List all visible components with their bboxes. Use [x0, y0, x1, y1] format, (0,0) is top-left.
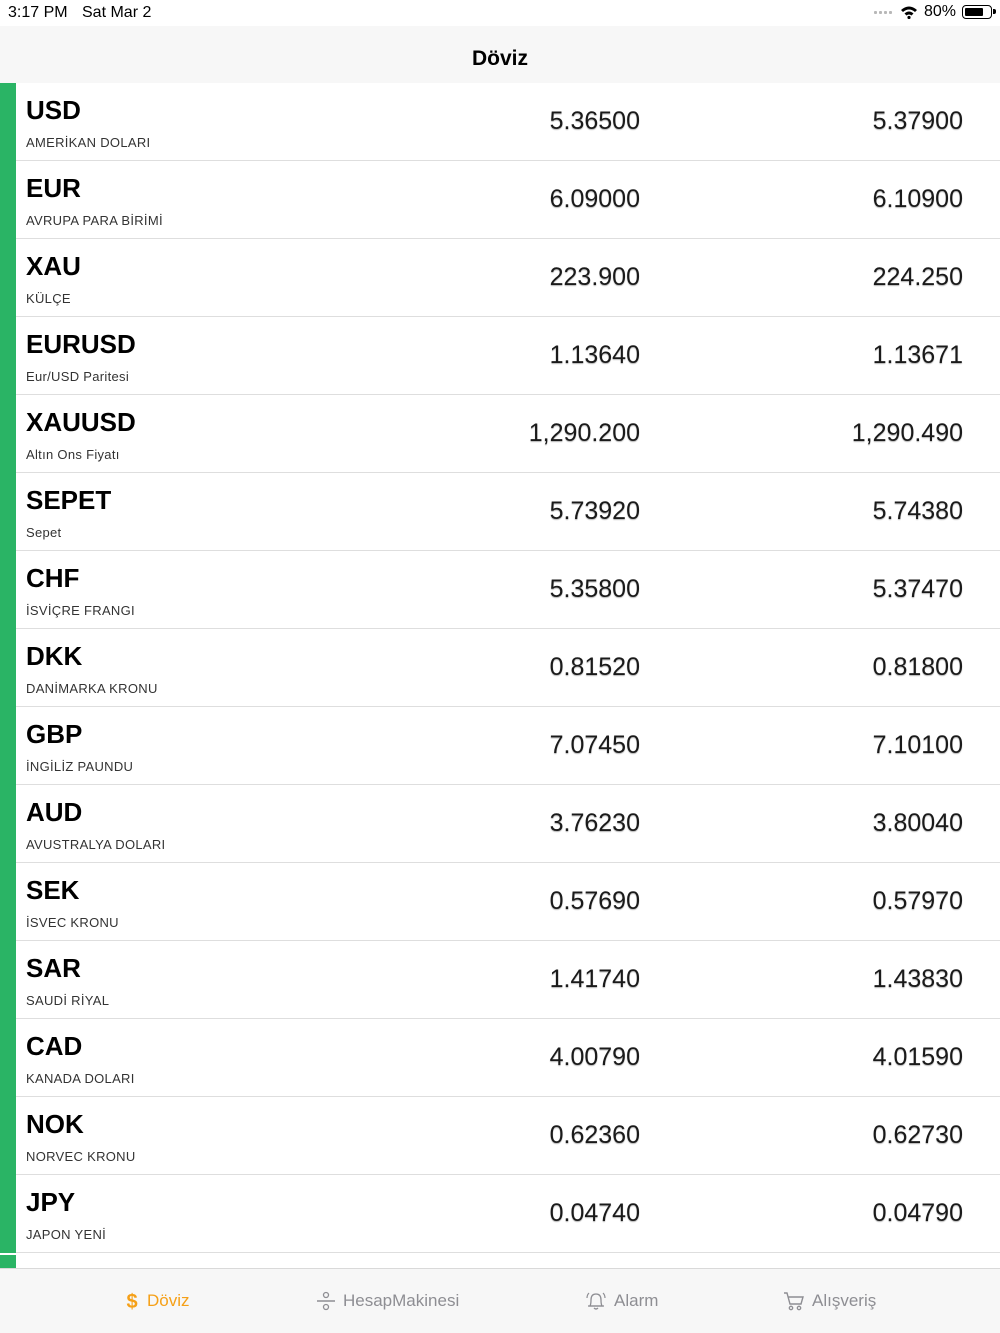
currency-code: SEK	[26, 875, 80, 905]
row-accent-bar	[0, 1175, 16, 1253]
sell-rate: 5.74380	[872, 497, 963, 525]
currency-row[interactable]	[0, 161, 1000, 239]
currency-code: SAR	[26, 953, 81, 983]
currency-code: EURUSD	[26, 329, 136, 359]
currency-list[interactable]	[0, 83, 1000, 1268]
svg-text:$: $	[126, 1291, 138, 1312]
buy-rate: 6.09000	[549, 185, 640, 213]
calculator-icon	[315, 1290, 337, 1312]
sell-rate: 0.81800	[872, 653, 963, 681]
sell-rate: 0.62730	[872, 1121, 963, 1149]
battery-percent: 80%	[923, 3, 956, 20]
cellular-signal-icon	[874, 11, 892, 14]
row-accent-bar	[0, 473, 16, 551]
currency-name: İSVİÇRE FRANGI	[26, 603, 135, 618]
buy-rate: 0.62360	[549, 1121, 640, 1149]
row-accent-bar	[0, 551, 16, 629]
buy-rate: 0.04740	[549, 1199, 640, 1227]
currency-name: Sepet	[26, 525, 62, 540]
tab-label: Alışveriş	[812, 1291, 877, 1310]
currency-row[interactable]	[0, 629, 1000, 707]
currency-code: GBP	[26, 719, 83, 749]
row-accent-bar	[0, 317, 16, 395]
sell-rate: 3.80040	[872, 809, 963, 837]
tab-doviz[interactable]	[123, 1269, 190, 1333]
currency-row[interactable]	[0, 551, 1000, 629]
currency-code: DKK	[26, 641, 83, 671]
battery-icon	[962, 5, 992, 19]
buy-rate: 223.900	[549, 263, 640, 291]
status-bar	[0, 0, 1000, 26]
buy-rate: 0.57690	[549, 887, 640, 915]
status-date: Sat Mar 2	[82, 4, 152, 21]
row-accent-bar	[0, 785, 16, 863]
row-accent-bar	[0, 941, 16, 1019]
sell-rate: 224.250	[872, 263, 963, 291]
tab-label: Alarm	[614, 1291, 659, 1310]
currency-code: USD	[26, 95, 81, 125]
sell-rate: 6.10900	[872, 185, 963, 213]
buy-rate: 1.13640	[549, 341, 640, 369]
currency-name: Altın Ons Fiyatı	[26, 447, 120, 462]
currency-code: JPY	[26, 1187, 76, 1217]
currency-row[interactable]	[0, 707, 1000, 785]
buy-rate: 5.35800	[549, 575, 640, 603]
currency-row[interactable]	[0, 395, 1000, 473]
row-accent-bar	[0, 629, 16, 707]
currency-row[interactable]	[0, 239, 1000, 317]
wifi-icon	[900, 5, 918, 19]
currency-name: Eur/USD Paritesi	[26, 369, 130, 384]
sell-rate: 5.37900	[872, 107, 963, 135]
currency-row[interactable]	[0, 941, 1000, 1019]
dollar-icon	[123, 1290, 141, 1312]
tab-label: Döviz	[147, 1291, 190, 1310]
currency-name: KANADA DOLARI	[26, 1071, 135, 1086]
currency-name: AVUSTRALYA DOLARI	[26, 837, 166, 852]
sell-rate: 7.10100	[872, 731, 963, 759]
bell-icon	[584, 1290, 608, 1312]
battery-fill	[965, 8, 983, 16]
currency-row[interactable]	[0, 863, 1000, 941]
currency-code: CAD	[26, 1031, 83, 1061]
buy-rate: 4.00790	[549, 1043, 640, 1071]
currency-row[interactable]	[0, 1097, 1000, 1175]
buy-rate: 5.36500	[549, 107, 640, 135]
currency-row[interactable]	[0, 473, 1000, 551]
cart-icon	[782, 1290, 806, 1312]
row-accent-bar	[0, 1019, 16, 1097]
buy-rate: 7.07450	[549, 731, 640, 759]
currency-code: EUR	[26, 173, 81, 203]
currency-row[interactable]	[0, 1175, 1000, 1253]
currency-code: XAU	[26, 251, 81, 281]
tab-bar	[0, 1268, 1000, 1333]
currency-row[interactable]	[0, 785, 1000, 863]
buy-rate: 3.76230	[549, 809, 640, 837]
tab-alarm[interactable]	[584, 1269, 658, 1333]
tab-alisveris[interactable]	[782, 1269, 876, 1333]
navigation-bar	[0, 26, 1000, 83]
buy-rate: 5.73920	[549, 497, 640, 525]
currency-code: NOK	[26, 1109, 84, 1139]
sell-rate: 1.13671	[872, 341, 963, 369]
sell-rate: 1,290.490	[851, 419, 963, 447]
currency-name: NORVEC KRONU	[26, 1149, 136, 1164]
tab-hesapmakinesi[interactable]	[315, 1269, 459, 1333]
currency-name: KÜLÇE	[26, 291, 71, 306]
row-accent-bar	[0, 863, 16, 941]
sell-rate: 1.43830	[872, 965, 963, 993]
row-accent-bar	[0, 707, 16, 785]
currency-name: DANİMARKA KRONU	[26, 681, 158, 696]
status-time: 3:17 PM	[8, 4, 68, 21]
currency-name: AMERİKAN DOLARI	[26, 135, 151, 150]
status-indicators	[874, 3, 992, 21]
currency-name: SAUDİ RİYAL	[26, 993, 110, 1008]
currency-row[interactable]	[0, 1019, 1000, 1097]
row-accent-bar	[0, 395, 16, 473]
page-title: Döviz	[471, 47, 528, 70]
sell-rate: 0.04790	[872, 1199, 963, 1227]
row-accent-bar	[0, 83, 16, 161]
row-accent-bar	[0, 239, 16, 317]
currency-name: AVRUPA PARA BİRİMİ	[26, 213, 163, 228]
buy-rate: 1,290.200	[528, 419, 640, 447]
currency-code: SEPET	[26, 485, 112, 515]
sell-rate: 0.57970	[872, 887, 963, 915]
buy-rate: 0.81520	[549, 653, 640, 681]
currency-code: CHF	[26, 563, 80, 593]
sell-rate: 4.01590	[872, 1043, 963, 1071]
currency-row[interactable]	[0, 83, 1000, 161]
currency-name: JAPON YENİ	[26, 1227, 107, 1242]
tab-label: HesapMakinesi	[343, 1291, 460, 1310]
currency-code: AUD	[26, 797, 83, 827]
row-accent-bar	[0, 161, 16, 239]
next-row-accent	[0, 1255, 16, 1268]
row-accent-bar	[0, 1097, 16, 1175]
currency-name: İSVEC KRONU	[26, 915, 119, 930]
sell-rate: 5.37470	[872, 575, 963, 603]
currency-code: XAUUSD	[26, 407, 136, 437]
buy-rate: 1.41740	[549, 965, 640, 993]
currency-name: İNGİLİZ PAUNDU	[26, 759, 134, 774]
currency-row[interactable]	[0, 317, 1000, 395]
